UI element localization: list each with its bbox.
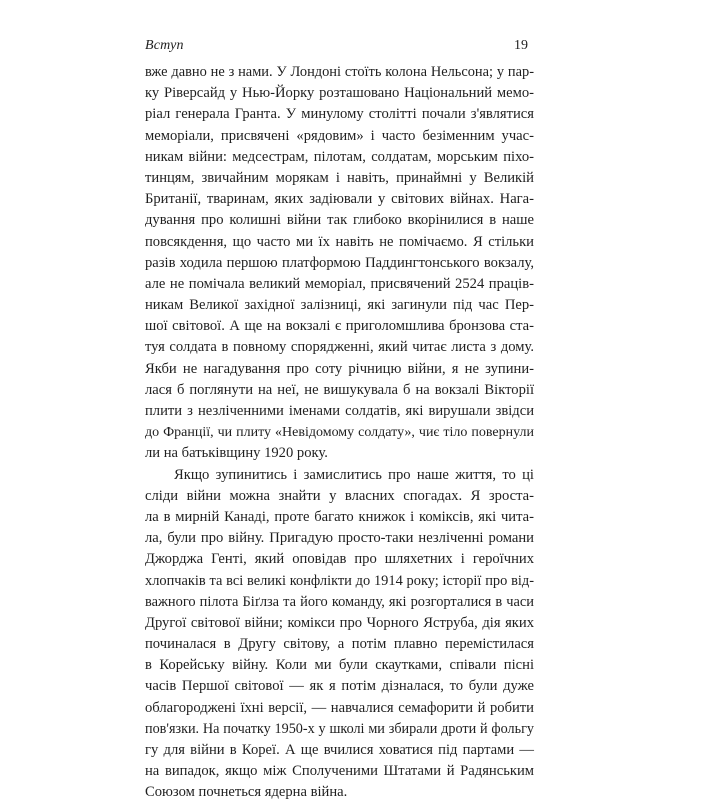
text-line: Джорджа Генті, який оповідав про шляхетних і героїчних xyxy=(145,551,534,568)
text-line: Якщо зупинитись і замислитись про наше життя, то ці xyxy=(174,466,534,483)
text-line: вже давно не з нами. У Лондоні стоїть колона Нельсона; у пар- xyxy=(145,64,534,80)
text-line: Британії, тваринам, яких задіювали у світових війнах. Нага- xyxy=(145,191,534,208)
text-line: туя солдата в повному спорядженні, який читає листа з дому. xyxy=(145,339,534,356)
paragraph-2 xyxy=(145,465,534,804)
text-line: разів ходила першою платформою Паддингтонського вокзалу, xyxy=(145,254,534,271)
text-line: ли на батьківщину 1920 року. xyxy=(145,445,328,462)
text-line: Якби не нагадування про соту річницю війни, я не зупини- xyxy=(145,360,534,377)
text-line: плити з незліченними іменами солдатів, які вирушали звідси xyxy=(145,403,534,419)
text-line: ріал генерала Гранта. У минулому столітті почали з'являтися xyxy=(145,106,534,123)
text-line: ла в мирній Канаді, проте багато книжок і коміксів, які чита- xyxy=(145,508,534,525)
text-line: часів Першої світової — як я потім дізналася, то були дуже xyxy=(145,678,534,695)
text-line: до Франції, чи плиту «Невідомому солдату», чиє тіло повернули xyxy=(145,425,534,441)
text-line: никам війни: медсестрам, пілотам, солдатам, морським піхо- xyxy=(145,148,534,165)
page-number: 19 xyxy=(514,38,528,53)
text-line: лася б поглянути на неї, не вишукувала б на вокзалі Вікторії xyxy=(145,381,534,398)
running-head: Вступ xyxy=(145,38,184,53)
text-line: ку Ріверсайд у Нью-Йорку розташовано Національний мемо- xyxy=(145,85,534,102)
text-line: важного пілота Біґлза та його команду, які розгорталися в часи xyxy=(145,593,534,610)
text-line: в Корейську війну. Коли ми були скаутками, співали пісні xyxy=(145,657,534,674)
text-line: пов'язки. На початку 1950-х у школі ми збирали дроти й фольгу xyxy=(145,720,534,737)
text-line: але не помічала великий меморіал, присвячений 2524 праців- xyxy=(145,275,534,292)
text-line: Другої світової війни; комікси про Чорного Яструба, дія яких xyxy=(145,614,534,631)
text-line: меморіали, присвячені «рядовим» і часто безіменним учас- xyxy=(145,127,534,144)
text-line: облагороджені їхні версії, — навчалися семафорити й робити xyxy=(145,699,534,716)
text-line: шої світової. А ще на вокзалі є приголомшлива бронзова ста- xyxy=(145,318,534,335)
text-line: сліди війни можна знайти у власних спогадах. Я зроста- xyxy=(145,487,534,504)
text-line: Союзом почнеться ядерна війна. xyxy=(145,784,348,801)
text-line: на випадок, якщо між Сполученими Штатами й Радянським xyxy=(145,763,534,780)
body-text xyxy=(145,62,534,804)
paragraph-1 xyxy=(145,62,534,465)
text-line: гу для війни в Кореї. А ще вчилися ховатися під партами — xyxy=(145,742,534,758)
text-line: повсякдення, що часто ми їх навіть не помічаємо. Я стільки xyxy=(145,233,534,250)
text-line: починалася в Другу світову, а потім плавно перемістилася xyxy=(145,636,534,653)
text-line: дування про колишні війни так глибоко вкорінилися в наше xyxy=(145,212,534,229)
text-line: никам Великої західної залізниці, які загинули під час Пер- xyxy=(145,297,534,314)
text-line: ла, були про війну. Пригадую просто-таки незліченні романи xyxy=(145,530,534,547)
text-line: тинцям, звичайним морякам і навіть, принаймні у Великій xyxy=(145,169,534,186)
text-line: хлопчаків та всі великі конфлікти до 1914 року; історії про від- xyxy=(145,572,534,589)
